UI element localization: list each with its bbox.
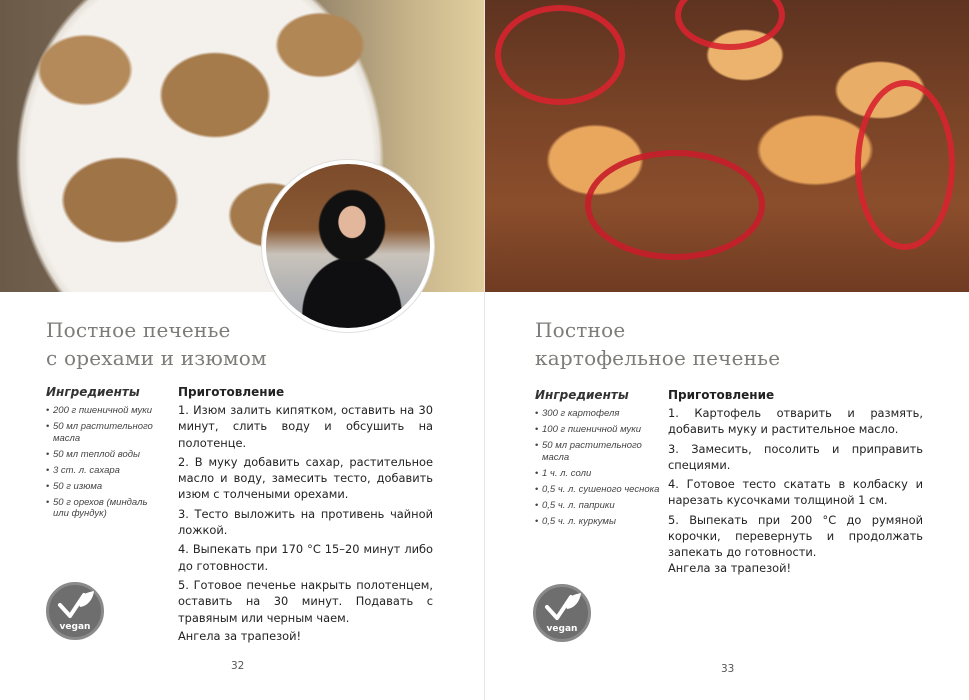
recipe-title-line: Постное печенье xyxy=(46,318,231,342)
step: 1. Изюм залить кипятком, оставить на 30 минут, слить воду и обсушить на полотенце. xyxy=(178,403,433,450)
step: 2. В муку добавить сахар, растительное масло и воду, замесить тесто, добавить изюм с толчеными орехами. xyxy=(178,454,433,502)
page-right xyxy=(484,0,969,700)
page-number: 33 xyxy=(721,663,735,675)
potato-cookies-photo xyxy=(485,0,969,292)
step: 5. Выпекать при 200 °С до румяной корочки, перевернуть и продолжать запекать до готовности. xyxy=(668,512,923,560)
recipe-title-line: Постное xyxy=(535,318,626,342)
nun-portrait xyxy=(262,160,434,332)
vegan-label: vegan xyxy=(59,622,91,632)
step: 4. Готовое тесто скатать в колбаску и нарезать кусочками толщиной 1 см. xyxy=(668,477,923,508)
step: 5. Готовое печенье накрыть полотенцем, оставить на 30 минут. Подавать с травяным или черным чаем. xyxy=(178,577,433,625)
ingredient-item: • 0,5 ч. л. куркумы xyxy=(535,516,660,528)
ingredients-heading: Ингредиенты xyxy=(535,388,629,402)
ingredient-item: • 200 г пшеничной муки xyxy=(46,405,166,417)
check-leaf-icon xyxy=(541,591,583,627)
ribbon-decoration xyxy=(855,80,955,250)
ingredient-item: • 0,5 ч. л. паприки xyxy=(535,500,660,512)
preparation-steps xyxy=(178,402,433,629)
ingredient-item: • 3 ст. л. сахара xyxy=(46,465,166,477)
page-number: 32 xyxy=(231,660,245,672)
ingredient-item: • 50 г орехов (миндаль или фундук) xyxy=(46,497,166,520)
step: 1. Картофель отварить и размять, добавить муку и растительное масло. xyxy=(668,406,923,437)
ingredient-item: • 50 г изюма xyxy=(46,481,166,493)
ingredient-item: • 300 г картофеля xyxy=(535,408,660,420)
page-left xyxy=(0,0,484,700)
ingredient-item: • 0,5 ч. л. сушеного чеснока xyxy=(535,484,660,496)
vegan-badge xyxy=(533,584,591,642)
ribbon-decoration xyxy=(675,0,785,50)
ingredient-item: • 50 мл растительного масла xyxy=(535,440,660,463)
step: 3. Тесто выложить на противень чайной ложкой. xyxy=(178,506,433,538)
preparation-heading: Приготовление xyxy=(178,385,285,399)
ingredients-list xyxy=(46,405,166,524)
ingredient-item: • 100 г пшеничной муки xyxy=(535,424,660,436)
step: 3. Замесить, посолить и приправить специями. xyxy=(668,441,923,472)
ribbon-decoration xyxy=(495,5,625,105)
ingredients-heading: Ингредиенты xyxy=(46,385,140,399)
ingredient-item: • 50 мл теплой воды xyxy=(46,449,166,461)
preparation-heading: Приготовление xyxy=(668,388,775,402)
check-leaf-icon xyxy=(54,589,96,625)
vegan-label: vegan xyxy=(546,624,578,634)
signoff: Ангела за трапезой! xyxy=(178,629,302,643)
ribbon-decoration xyxy=(585,150,765,260)
recipe-title-line: картофельное печенье xyxy=(535,346,781,370)
recipe-title xyxy=(535,316,780,372)
vegan-badge xyxy=(46,582,104,640)
recipe-title-line: с орехами и изюмом xyxy=(46,346,267,370)
signoff: Ангела за трапезой! xyxy=(668,561,792,575)
ingredients-list xyxy=(535,408,660,532)
preparation-steps xyxy=(668,405,923,564)
recipe-title xyxy=(46,316,267,372)
ingredient-item: • 50 мл растительного масла xyxy=(46,421,166,444)
step: 4. Выпекать при 170 °С 15–20 минут либо до готовности. xyxy=(178,542,433,573)
ingredient-item: • 1 ч. л. соли xyxy=(535,468,660,480)
